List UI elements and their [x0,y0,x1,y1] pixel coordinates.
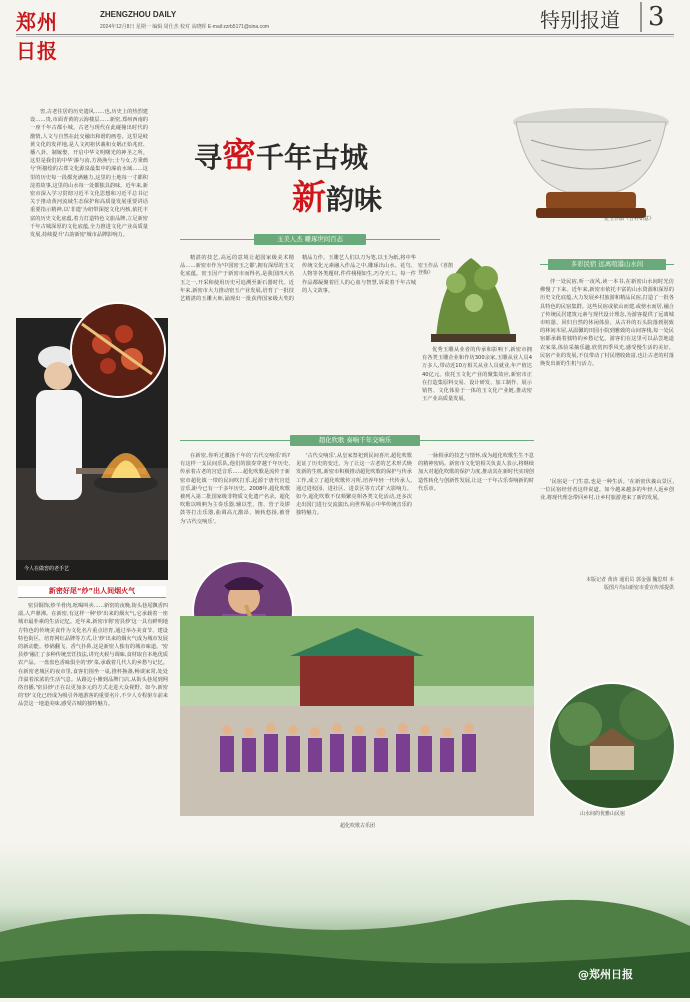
village-paragraph-2: '民宿是一门生意,也是一种生活。'在新密伏羲山景区,一位民宿经营者这样说道。如今越来越多的年轻人返乡创业,将现代理念带回乡村,让乡村旅游迎来了新的发展。 [540,479,674,502]
page-number: 3 [640,2,678,32]
credits: 本版记者 黄涛 通讯员 郭金强 魏思琪 本版图片均由新密市委宣传部提供 [586,577,674,591]
music-paragraph-3: 一脉相承的技艺与情怀,成为超化吹歌生生不息的精神密码。新密市文化馆相关负责人表示,将继续加大对超化吹歌的保护力度,推动其在新时代实现创造性转化与创新性发展,让这一千年古乐奏响新的时代乐章。 [418,453,534,492]
jade-vessel-illustration [506,100,676,230]
temple-musicians-illustration [180,616,534,816]
village-text-2 [540,478,674,570]
jade-section-banner: 玉美人杰 雕琢世间百态 [254,234,366,245]
left-body-paragraph: 密县铜饰,炒羊骨肉,吆喝叫卖……新密的夜晚,街头巷尾飘香四溢,人声鼎沸。在新密,有这样一种'炒'出来的烟火气,它承载着一座城市最朴素的生活记忆。近年来,新密市将'密县炒'这一具有鲜明地方特色的传统美食作为文化名片重点培育,通过举办美食节、建设特色街区、培育网红品牌等方式,让'炒'出来的烟火气成为城市发展的新动能。炒锅翻飞、香气扑鼻,这是新密人独有的城市味道。'密县炒'融汇了多种传统烹饪技法,讲究火候与调味,食材取自本地优质农产品。一盘盘色香味俱全的'炒'菜,承载着几代人的乡愁与记忆。在新密老城区的夜市里,食客们围坐一桌,推杯换盏,畅谈家常,处处洋溢着浓浓的生活气息。从路边小摊到品牌门店,从街头巷尾到网络直播,'密县炒'正在以更加多元的方式走进大众视野。如今,新密的'炒'文化已经成为吸引外地游客的重要名片,不少人专程驱车前来品尝这一地道美味,感受古城的独特魅力。 [18,603,168,708]
headline-highlight-1: 密 [222,136,257,176]
jade-text-2 [422,346,532,432]
music-group-photo [180,616,534,816]
village-section-banner: 多彩民宿 远离喧嚣山水间 [548,259,666,270]
left-section-banner: 新密好尾“炒”出人间烟火气 [18,586,166,598]
village-paragraph: 伴一处民宿,听一夜风,读一本书,在新密山水间时光仿佛慢了下来。近年来,新密市依托丰富的山水资源和深厚的历史文化底蕴,大力发展乡村旅游和精品民宿,打造了一批各具特色的民宿集群。这些民宿或依山而建,或傍水而居,融合了传统民居建筑元素与现代设计理念,为游客提供了远离城市喧嚣、回归自然的休闲体验。从古朴的石头院落到别致的林间木屋,从温馨的田园小院到雅致的山间客栈,每一处民宿都承载着独特的乡愁记忆。游客们在这里可以品尝地道农家菜,体验采摘乐趣,欣赏四季风光,感受慢生活的美好。民宿产业的发展,不仅带动了村民增收致富,也让古老的村落焕发出新的生机与活力。 [540,279,674,368]
header-rule [16,34,674,35]
jade-sculpture-photo [416,238,526,342]
headline-line-2 [292,170,382,219]
issue-meta: 2024年12月8日 星期一 编辑 周仕杰 校对 高晓晖 E-mail:zzrb5171@sina.com [100,24,270,30]
music-text-2 [296,452,412,610]
jade-text [180,254,416,422]
headline-text-2: 韵味 [326,183,383,216]
headline-highlight-2: 新 [292,178,326,218]
newspaper-logo: 郑州日报 [16,10,58,63]
headline-text-1: 千年古城 [256,141,369,174]
food-illustration [72,304,164,396]
village-illustration [550,684,674,808]
cook-photo-caption: 今人在做窖的老手艺 [24,566,70,572]
english-name: ZHENGZHOU DAILY [100,10,177,19]
music-section-banner: 超化吹歌 奏响千年交响乐 [290,435,420,446]
jade-paragraph-2: 优秀玉雕从业者的传承和影响下,新密市拥有各类玉雕企业和作坊300余家,玉雕从业人员4万多人,带动近10万相关从业人员就业,年产值达40亿元。依托玉文化产业的聚集效应,新密市正在打造集原料交易、设计研发、加工制作、展示销售、文化体验于一体的玉文化产业链,推动密玉产业高质量发展。 [422,347,532,403]
music-text-3 [418,452,534,610]
music-photo-caption: 超化吹歌古乐团 [340,823,376,829]
jade-sculpture-illustration [416,238,526,342]
section-title: 特别报道 [540,8,620,32]
food-circle-photo [70,302,166,398]
header-rule-secondary [16,36,674,37]
headline-char-1: 寻 [194,141,223,174]
artifact-caption: 密玉作品《吉祥如意》 [604,216,655,222]
watermark: @郑州日报 [578,968,633,981]
village-text [540,278,674,474]
village-photo-caption: 山水间的优雅山民宿 [580,811,626,817]
intro-text [30,108,148,326]
music-paragraph-2: '古代交响乐',从皇家祭祀到民间喜庆,超化吹歌见证了历史的变迁。为了让这一古老的艺术形式焕发新的生机,新密市积极推动超化吹歌的保护与传承工作,成立了超化吹歌传习所,培养年轻一代传承人,通过进校园、进社区、进景区等方式扩大影响力。如今,超化吹歌不仅频繁亮相各类文化活动,还多次走出国门进行交流演出,向世界展示中华传统音乐的独特魅力。 [296,453,412,517]
music-paragraph: 在新密,你听过激扬千年的'古代交响乐'吗?有这样一支民间乐队,他们的演奏穿越千年历史,传承着古老的宫廷音乐……超化吹歌是流传于新密市超化镇一带的民间吹打乐,起源于唐代宫廷音乐,距今已有一千多年历史。2008年,超化吹歌被列入第二批国家级非物质文化遗产名录。超化吹歌以唢呐为主奏乐器,辅以笙、笛、管子及锣鼓等打击乐器,曲调高亢激昂、婉转悠扬,被誉为'古代交响乐'。 [180,453,290,525]
jade-artifact-photo [506,100,676,230]
village-circle-photo [548,682,676,810]
jade-sculpture-caption: 密玉作品《喜鹊登梅》 [418,263,454,276]
intro-paragraph: 窖,古老住居的历史遗风……也,历史上的热烈建设……贵,市面青黄的云海楼层……新密,郑州西南的一座千年古都小城。古老与现代在此碰撞出时代的激情,人文与自然在此交融出和谐的画卷。这里是岐黄文化的发祥地,是人文初祖伏羲和女娲正始兆庶、播八卦、制嫁娶、开启中华文明曙光的神圣之所。这里是我们的中华'溱与洧,方涣涣兮;士与女,方秉蕳兮'所描绘的古郑文化源泉最集中的溱洧水域……这里的历史每一段都充满魅力,这里的土地每一寸都积淀着故事,这里的山水每一处都独具韵味。近年来,新密市深入学习贯彻习近平文化思想和习近平总书记关于推动黄河流域生态保护和高质量发展重要讲话重要指示精神,以'非遗'为纽带深挖文化内核,依托丰富的历史文化底蕴,着力打造特色文旅品牌,立足新密千年古城深厚的文化底蕴,全力推进文化产业高质量发展,持续提升'古韵新密'城市品牌影响力。 [30,109,148,239]
jade-paragraph: 精湛的技艺,高远的意境让超国家级美术精品……新密市作为'中国密玉之都',拥有深厚的玉文化底蕴。密玉因产于新密市而得名,是我国四大名玉之一,开采和使用历史可追溯至新石器时代。近年来,新密市大力推动密玉产业发展,培育了一批技艺精湛的玉雕大师,涌现出一批获得国家级大奖的精品力作。玉雕艺人们以刀为笔,以玉为纸,将中华传统文化元素融入作品之中,雕琢出山水、花鸟、人物等各类题材,件件栩栩如生,巧夺天工。每一件作品都凝聚着匠人的心血与智慧,诉说着千年古城的人文故事。 [180,255,416,303]
left-body-text [18,602,168,874]
